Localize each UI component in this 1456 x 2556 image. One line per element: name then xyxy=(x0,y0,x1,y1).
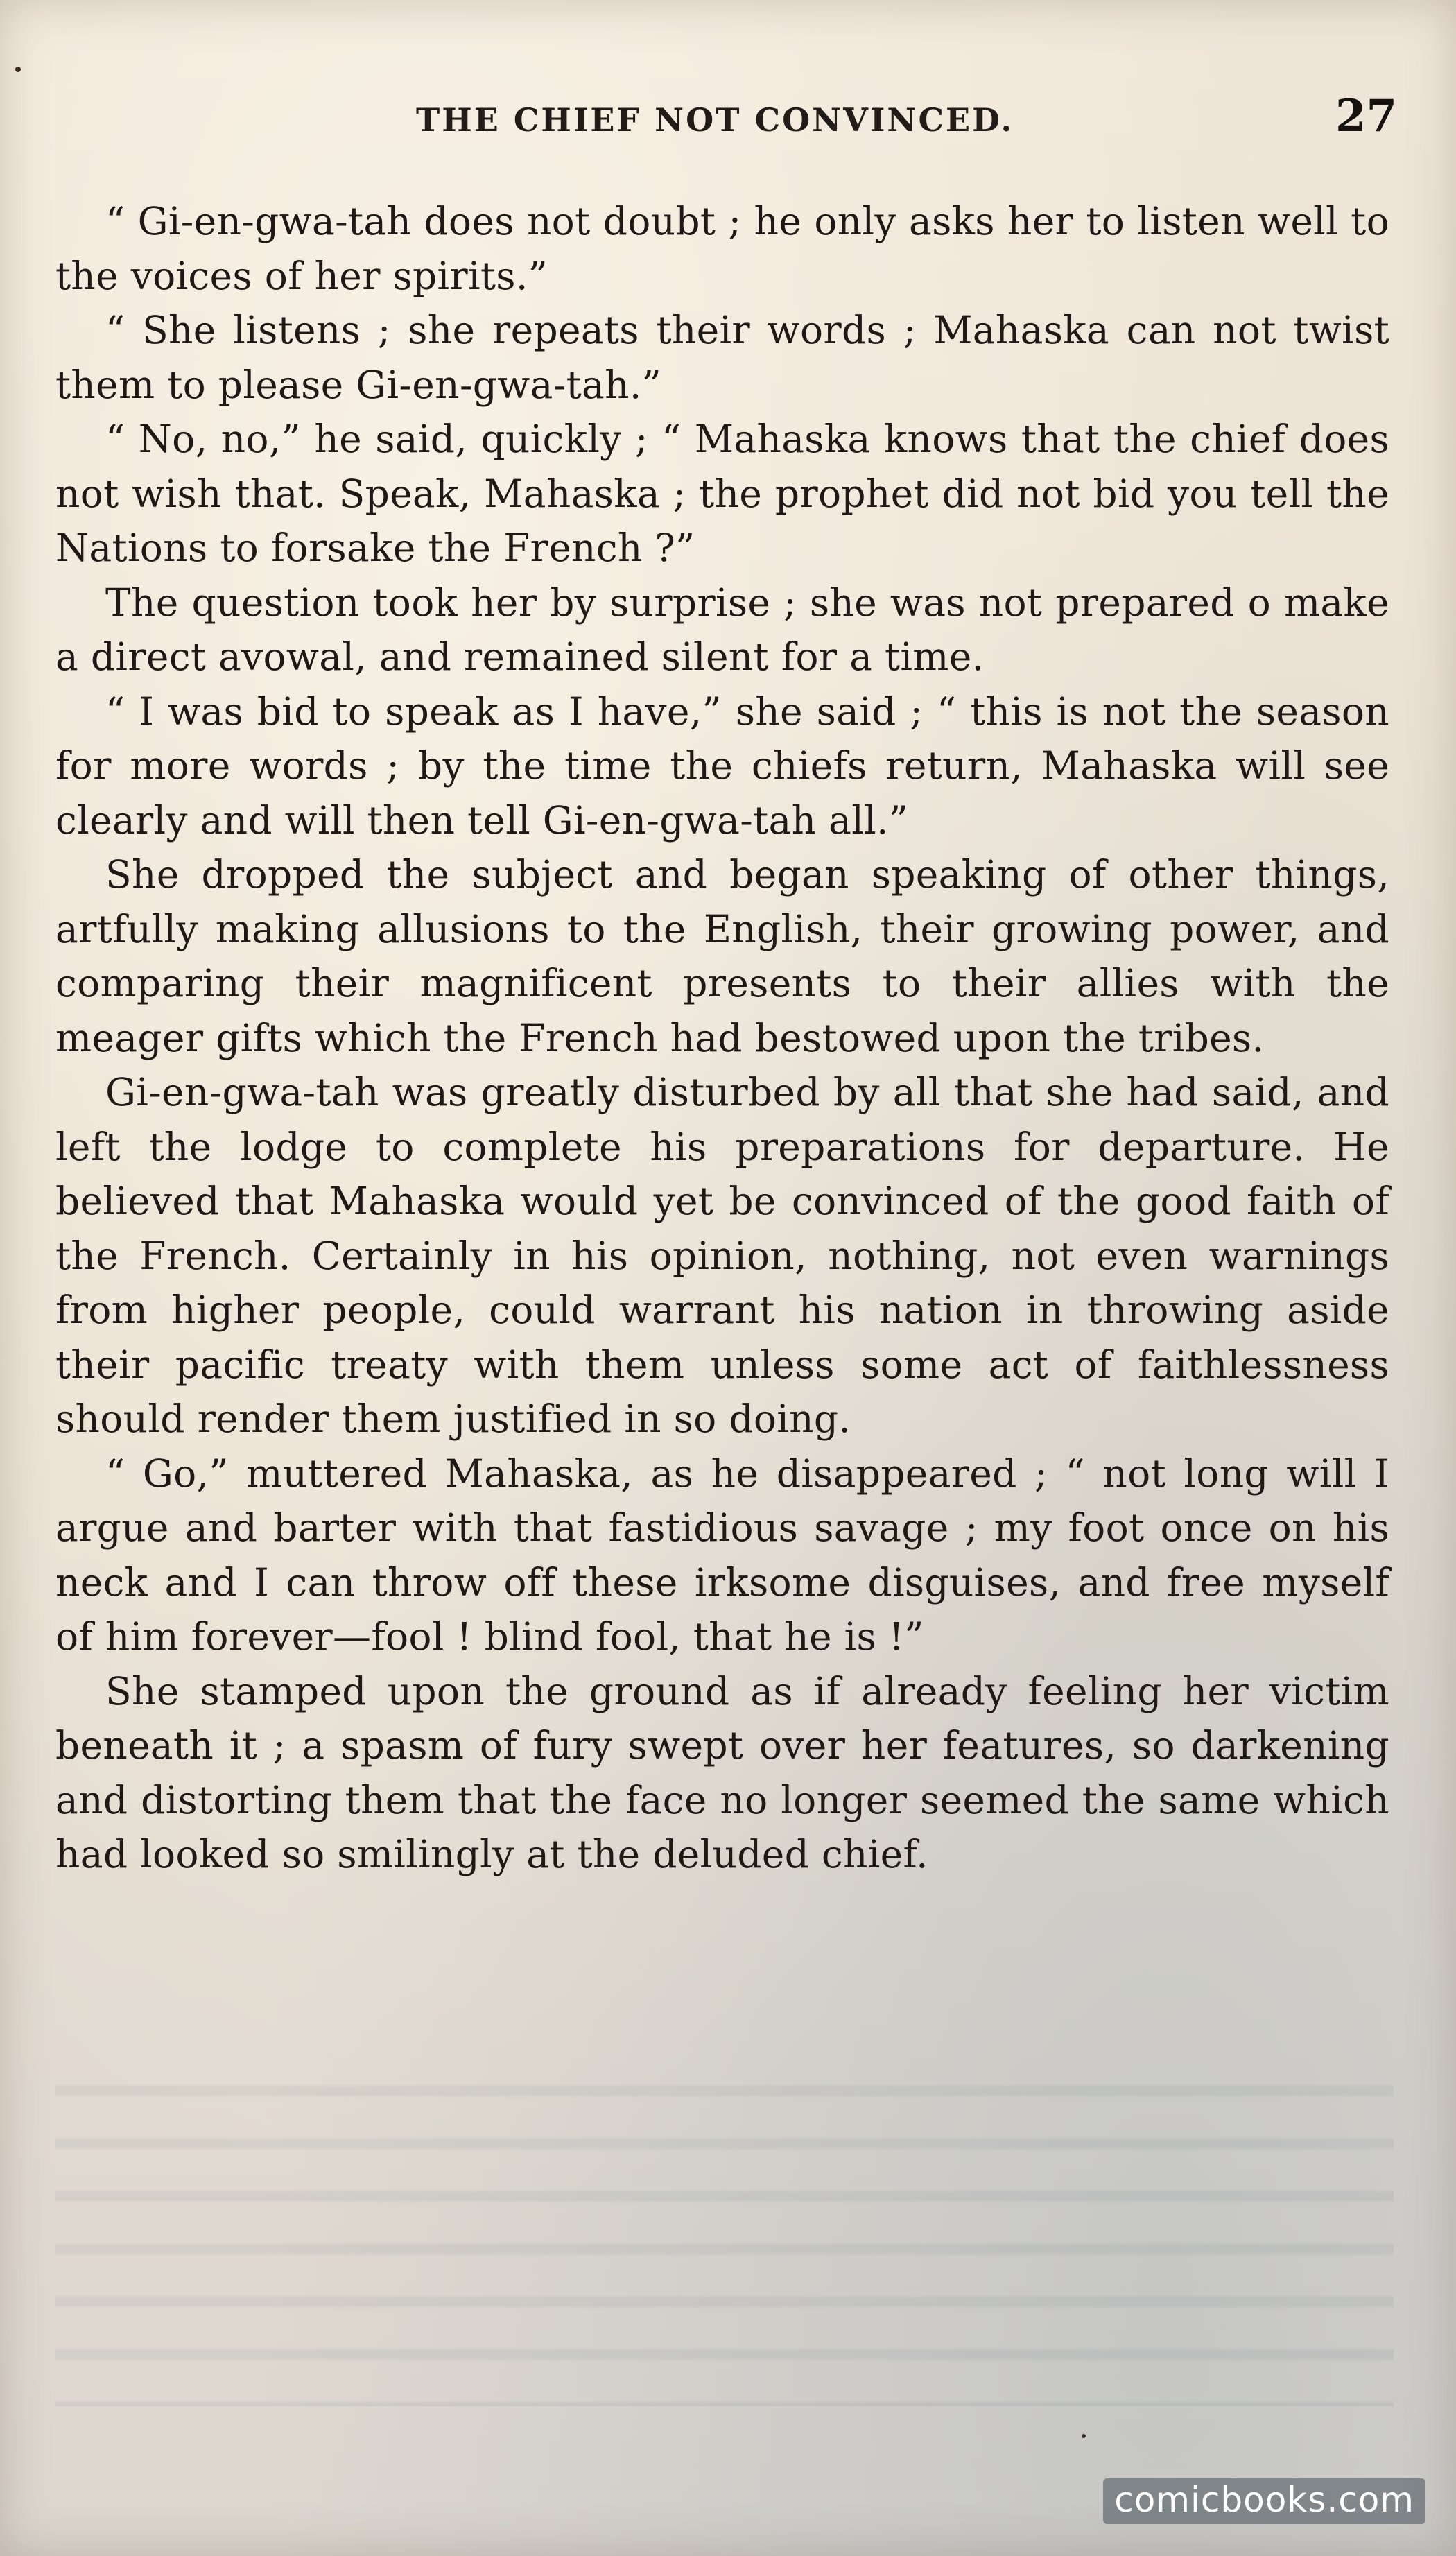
paragraph: “ She listens ; she repeats their words ; Mahaska can not twist them to please Gi-en-gwa-tah.” xyxy=(55,308,1389,407)
paragraph: “ No, no,” he said, quickly ; “ Mahaska knows that the chief does not wish that. Speak, Mahaska ; the prophet did not bid you tell the Nations to forsake the French ?” xyxy=(55,417,1389,570)
watermark: comicbooks.com xyxy=(1103,2478,1425,2524)
paragraph: “ Go,” muttered Mahaska, as he disappeared ; “ not long will I argue and barter with that fastidious savage ; my foot once on his neck and I can throw off these irksome disguises, and free myself of him forever—fool ! blind fool, that he is !” xyxy=(55,1451,1389,1659)
paragraph: “ Gi-en-gwa-tah does not doubt ; he only asks her to listen well to the voices of her spirits.” xyxy=(55,199,1389,298)
paragraph: “ I was bid to speak as I have,” she said ; “ this is not the season for more words ; by the time the chiefs return, Mahaska will see clearly and will then tell Gi-en-gwa-tah all.” xyxy=(55,689,1389,843)
body-text xyxy=(55,194,1389,1882)
paragraph: Gi-en-gwa-tah was greatly disturbed by all that she had said, and left the lodge to complete his preparations for departure. He believed that Mahaska would yet be convinced of the good faith of the French. Certainly in his opinion, nothing, not even warnings from higher people, could warrant his nation in throwing aside their pacific treaty with them unless some act of faithlessness should render them justified in so doing. xyxy=(55,1070,1389,1441)
page-header xyxy=(0,89,1456,144)
ink-speck xyxy=(15,67,21,72)
paragraph: She dropped the subject and began speaking of other things, artfully making allusions to the English, their growing power, and comparing their magnificent presents to their allies with the meager gifts which the French had bestowed upon the tribes. xyxy=(55,852,1389,1060)
show-through-text-bleed xyxy=(55,2046,1394,2406)
ink-speck xyxy=(1082,2434,1086,2438)
paragraph: The question took her by surprise ; she was not prepared o make a direct avowal, and remained silent for a time. xyxy=(55,580,1389,679)
paragraph: She stamped upon the ground as if already feeling her victim beneath it ; a spasm of fury swept over her features, so darkening and distorting them that the face no longer seemed the same which had looked so smilingly at the deluded chief. xyxy=(55,1668,1389,1876)
running-head: THE CHIEF NOT CONVINCED. xyxy=(416,101,1014,139)
page-number: 27 xyxy=(1335,90,1398,142)
